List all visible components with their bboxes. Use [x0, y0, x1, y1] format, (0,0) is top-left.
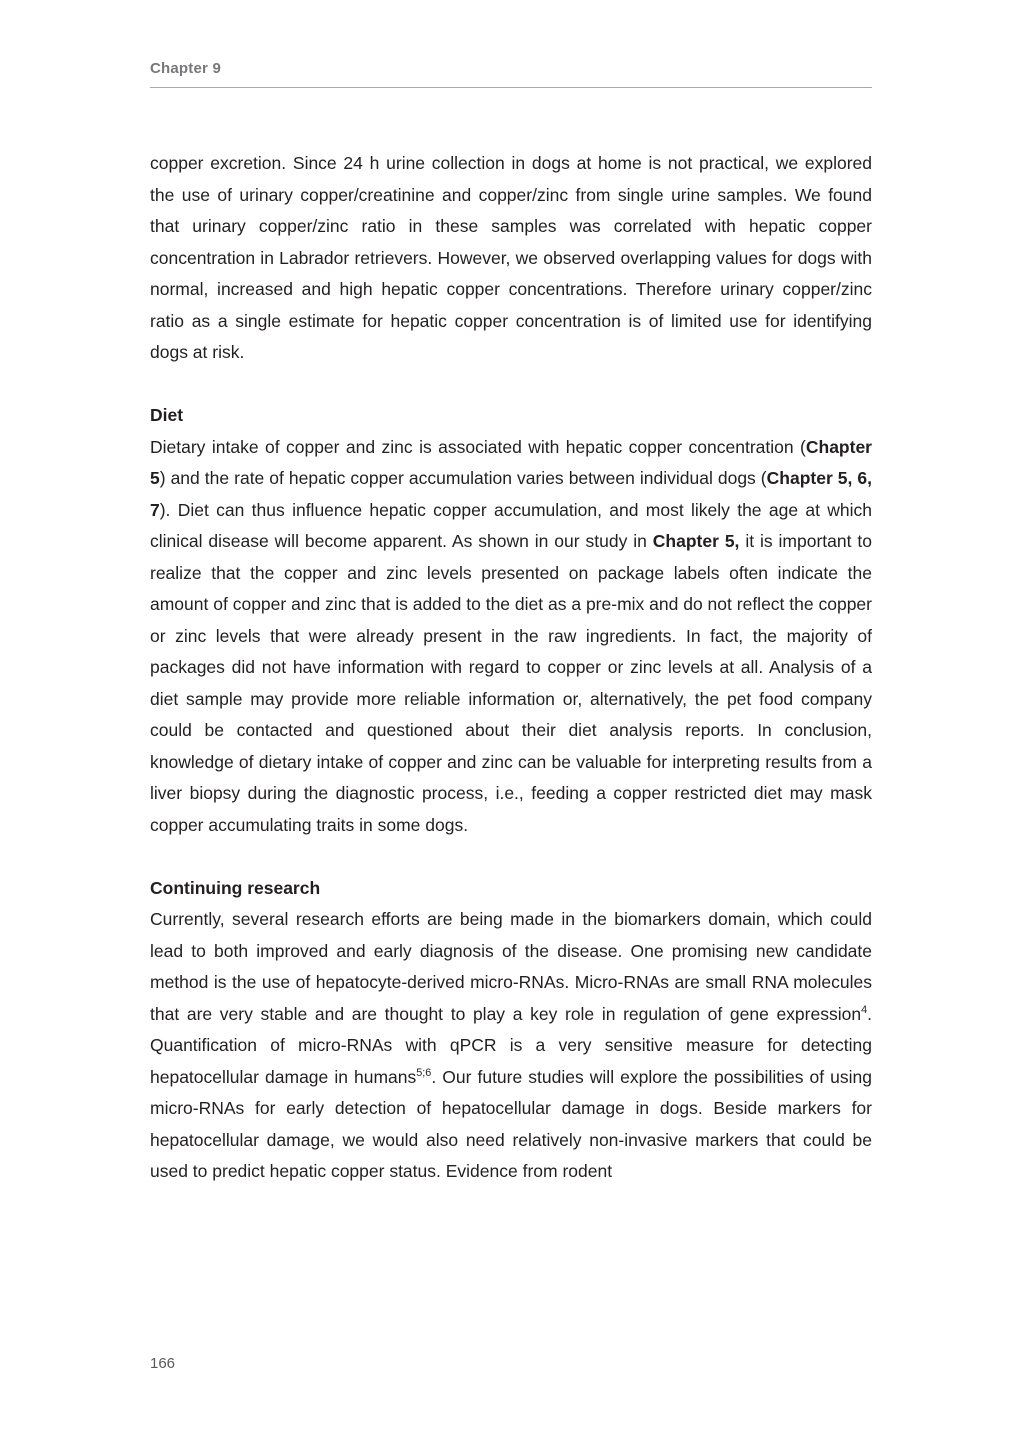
intro-paragraph: copper excretion. Since 24 h urine collection in dogs at home is not practical, we explored the use of urinary copper/creatinine and copper/zinc from single urine samples. We found that urinary copper/zinc ratio in these samples was correlated with hepatic copper concentration in Labrador retrievers. However, we observed overlapping values for dogs with normal, increased and high hepatic copper concentrations. Therefore urinary copper/zinc ratio as a single estimate for hepatic copper concentration is of limited use for identifying dogs at risk. — [150, 153, 872, 362]
diet-paragraph: Dietary intake of copper and zinc is associated with hepatic copper concentration (Chapter 5) and the rate of hepatic copper accumulation varies between individual dogs (Chapter 5, 6, 7). Diet can thus influence hepatic copper accumulation, and most likely the age at which clinical disease will become apparent. As shown in our study in Chapter 5, it is important to realize that the copper and zinc levels presented on package labels often indicate the amount of copper and zinc that is added to the diet as a pre-mix and do not reflect the copper or zinc levels that were already present in the raw ingredients. In fact, the majority of packages did not have information with regard to copper or zinc levels at all. Analysis of a diet sample may provide more reliable information or, alternatively, the pet food company could be contacted and questioned about their diet analysis reports. In conclusion, knowledge of dietary intake of copper and zinc can be valuable for interpreting results from a liver biopsy during the diagnostic process, i.e., feeding a copper restricted diet may mask copper accumulating traits in some dogs. — [150, 436, 872, 835]
section-heading-diet: Diet — [150, 405, 184, 425]
chapter-header — [150, 60, 872, 88]
page-body — [150, 148, 872, 1188]
section-heading-continuing-research: Continuing research — [150, 877, 321, 898]
continuing-research-paragraph: Currently, several research efforts are being made in the biomarkers domain, which could lead to both improved and early diagnosis of the disease. One promising new candidate method is the use of hepatocyte-derived micro-RNAs. Micro-RNAs are small RNA molecules that are very stable and are thought to play a key role in regulation of gene expression$^4$. Quantification of micro-RNAs with qPCR is a very sensitive measure for detecting hepatocellular damage in humans$^{5;6}$. Our future studies will explore the possibilities of using micro-RNAs for early detection of hepatocellular damage in dogs. Beside markers for hepatocellular damage, we would also need relatively non-invasive markers that could be used to predict hepatic copper status. Evidence from rodent — [150, 909, 872, 1181]
chapter-label: Chapter 9 — [150, 60, 221, 77]
page-number: 166 — [150, 1355, 176, 1372]
